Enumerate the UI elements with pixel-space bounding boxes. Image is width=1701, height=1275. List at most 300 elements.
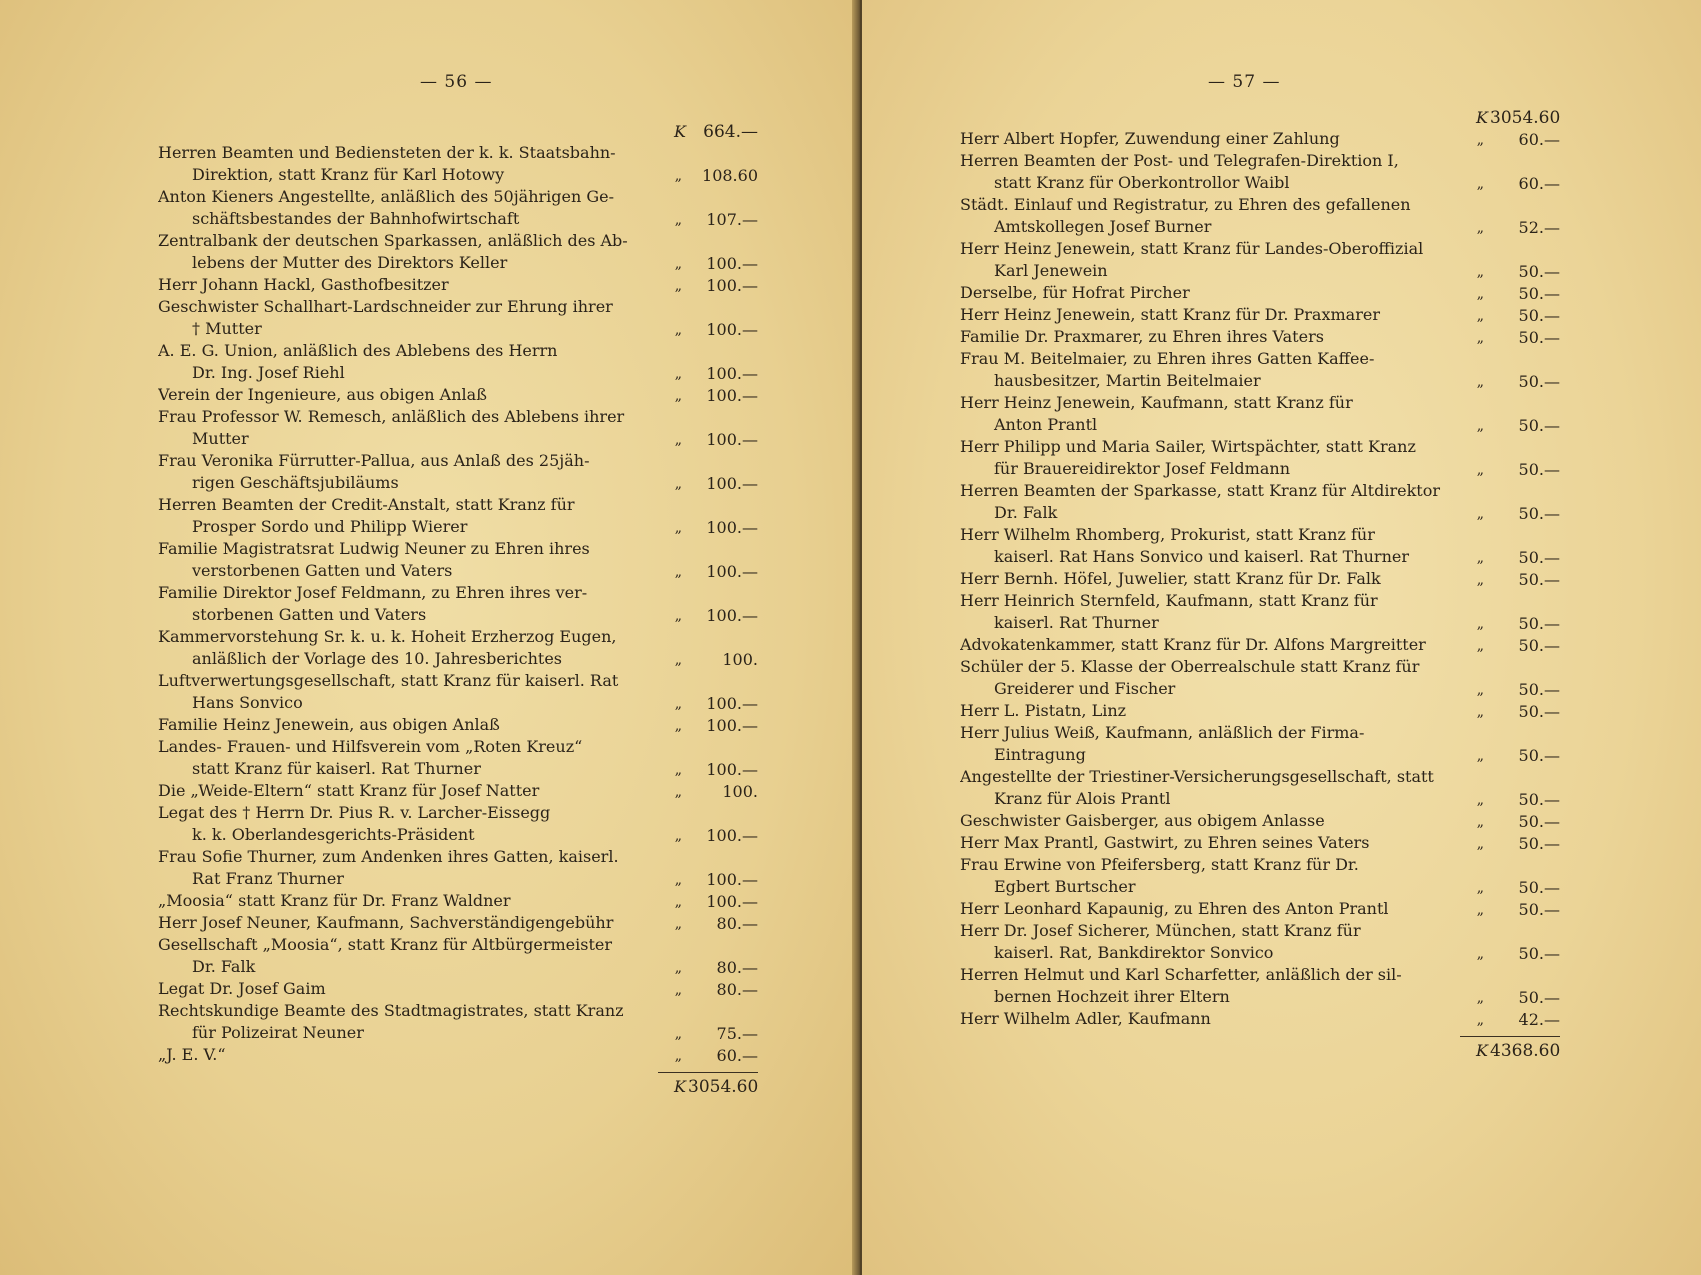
donor-text-line: Herren Beamten der Credit-Anstalt, statt Kranz für bbox=[158, 495, 575, 514]
donation-entry bbox=[158, 890, 758, 912]
donation-amount: 50.— bbox=[1518, 416, 1560, 435]
donation-entry bbox=[960, 524, 1560, 568]
donor-description bbox=[158, 274, 758, 296]
donor-text-line: Herr Wilhelm Adler, Kaufmann bbox=[960, 1009, 1211, 1028]
donation-entry bbox=[158, 450, 758, 494]
donor-text-line: Hans Sonvico bbox=[192, 693, 303, 712]
donor-description bbox=[158, 406, 758, 450]
donor-text-line: Anton Kieners Angestellte, anläßlich des 50jährigen Ge- bbox=[158, 187, 615, 206]
donation-entry bbox=[960, 810, 1560, 832]
donation-entry bbox=[158, 1000, 758, 1044]
donor-description bbox=[960, 150, 1560, 194]
donor-description bbox=[158, 142, 758, 186]
donor-description bbox=[158, 296, 758, 340]
donor-text-line: Herr Dr. Josef Sicherer, München, statt Kranz für bbox=[960, 921, 1361, 940]
donor-description bbox=[960, 480, 1560, 524]
donation-entry bbox=[960, 590, 1560, 634]
donation-entry bbox=[960, 150, 1560, 194]
ditto-mark: „ bbox=[1476, 374, 1484, 390]
donation-amount: 50.— bbox=[1518, 570, 1560, 589]
donation-amount: 50.— bbox=[1518, 372, 1560, 391]
donor-description bbox=[960, 898, 1560, 920]
donor-description bbox=[158, 934, 758, 978]
ditto-mark: „ bbox=[1476, 682, 1484, 698]
carried-over-amount: 3054.60 bbox=[1490, 108, 1561, 128]
donation-amount: 50.— bbox=[1518, 812, 1560, 831]
donation-amount: 60.— bbox=[1518, 174, 1560, 193]
donor-text-line: Kammervorstehung Sr. k. u. k. Hoheit Erzherzog Eugen, bbox=[158, 627, 617, 646]
donor-text-line: hausbesitzer, Martin Beitelmaier bbox=[994, 371, 1261, 390]
donation-entry bbox=[158, 494, 758, 538]
donor-text-line: Die „Weide-Eltern“ statt Kranz für Josef Natter bbox=[158, 781, 540, 800]
donation-entry bbox=[158, 384, 758, 406]
donor-text-line: „Moosia“ statt Kranz für Dr. Franz Waldner bbox=[158, 891, 511, 910]
donation-entry bbox=[158, 186, 758, 230]
donor-text-line: „J. E. V.“ bbox=[158, 1045, 226, 1064]
donor-description bbox=[960, 524, 1560, 568]
donor-text-line: Herr Bernh. Höfel, Juwelier, statt Kranz für Dr. Falk bbox=[960, 569, 1381, 588]
currency-symbol: K bbox=[1476, 108, 1488, 127]
donor-text-line: Herr Heinz Jenewein, Kaufmann, statt Kranz für bbox=[960, 393, 1353, 412]
ditto-mark: „ bbox=[674, 608, 682, 624]
donation-entry bbox=[158, 736, 758, 780]
ditto-mark: „ bbox=[674, 366, 682, 382]
donor-text-line: Gesellschaft „Moosia“, statt Kranz für Altbürgermeister bbox=[158, 935, 612, 954]
donation-entry bbox=[158, 142, 758, 186]
donor-text-line: Herr Heinrich Sternfeld, Kaufmann, statt Kranz für bbox=[960, 591, 1378, 610]
donor-description bbox=[158, 538, 758, 582]
donor-description bbox=[960, 238, 1560, 282]
page-number: — 57 — bbox=[1208, 72, 1281, 92]
donor-text-line: Herr Heinz Jenewein, statt Kranz für Landes-Oberoffizial bbox=[960, 239, 1424, 258]
donation-list-column bbox=[960, 104, 1560, 1063]
donor-description bbox=[158, 736, 758, 780]
donor-text-line: statt Kranz für kaiserl. Rat Thurner bbox=[192, 759, 481, 778]
donation-amount: 100.— bbox=[706, 254, 758, 273]
ditto-mark: „ bbox=[1476, 132, 1484, 148]
donor-text-line: lebens der Mutter des Direktors Keller bbox=[192, 253, 508, 272]
donor-description bbox=[960, 810, 1560, 832]
donor-text-line: Eintragung bbox=[994, 745, 1086, 764]
donor-text-line: schäftsbestandes der Bahnhofwirtschaft bbox=[192, 209, 520, 228]
donation-entry bbox=[960, 304, 1560, 326]
ditto-mark: „ bbox=[1476, 572, 1484, 588]
donor-text-line: Direktion, statt Kranz für Karl Hotowy bbox=[192, 165, 505, 184]
donor-description bbox=[960, 304, 1560, 326]
donor-text-line: Familie Heinz Jenewein, aus obigen Anlaß bbox=[158, 715, 500, 734]
donor-text-line: A. E. G. Union, anläßlich des Ablebens des Herrn bbox=[158, 341, 558, 360]
donor-text-line: Familie Magistratsrat Ludwig Neuner zu Ehren ihres bbox=[158, 539, 590, 558]
donor-description bbox=[960, 964, 1560, 1008]
donation-amount: 100.— bbox=[706, 716, 758, 735]
donation-entry bbox=[960, 920, 1560, 964]
ditto-mark: „ bbox=[1476, 880, 1484, 896]
donation-amount: 50.— bbox=[1518, 614, 1560, 633]
donor-text-line: verstorbenen Gatten und Vaters bbox=[192, 561, 453, 580]
donation-amount: 60.— bbox=[716, 1046, 758, 1065]
donation-amount: 100.— bbox=[706, 826, 758, 845]
donor-description bbox=[158, 846, 758, 890]
donor-description bbox=[960, 194, 1560, 238]
donor-text-line: Herr Johann Hackl, Gasthofbesitzer bbox=[158, 275, 449, 294]
donor-text-line: † Mutter bbox=[192, 319, 262, 338]
ditto-mark: „ bbox=[1476, 308, 1484, 324]
donor-text-line: Verein der Ingenieure, aus obigen Anlaß bbox=[158, 385, 487, 404]
donor-text-line: Herr L. Pistatn, Linz bbox=[960, 701, 1127, 720]
donor-text-line: für Polizeirat Neuner bbox=[192, 1023, 364, 1042]
donation-amount: 50.— bbox=[1518, 944, 1560, 963]
donation-entry bbox=[158, 274, 758, 296]
donor-text-line: Herr Julius Weiß, Kaufmann, anläßlich der Firma- bbox=[960, 723, 1365, 742]
ditto-mark: „ bbox=[1476, 748, 1484, 764]
donation-amount: 75.— bbox=[716, 1024, 758, 1043]
ditto-mark: „ bbox=[1476, 418, 1484, 434]
donor-text-line: Städt. Einlauf und Registratur, zu Ehren des gefallenen bbox=[960, 195, 1411, 214]
donation-entry bbox=[158, 714, 758, 736]
donation-entry bbox=[960, 392, 1560, 436]
donor-text-line: Luftverwertungsgesellschaft, statt Kranz für kaiserl. Rat bbox=[158, 671, 619, 690]
donor-description bbox=[158, 890, 758, 912]
donation-amount: 50.— bbox=[1518, 790, 1560, 809]
donor-text-line: Geschwister Gaisberger, aus obigem Anlasse bbox=[960, 811, 1325, 830]
donor-description bbox=[960, 1008, 1560, 1030]
donation-entry bbox=[158, 912, 758, 934]
donation-amount: 50.— bbox=[1518, 460, 1560, 479]
donor-text-line: Advokatenkammer, statt Kranz für Dr. Alfons Margreitter bbox=[960, 635, 1426, 654]
donation-amount: 100.— bbox=[706, 870, 758, 889]
donation-amount: 100. bbox=[722, 650, 758, 669]
page-number: — 56 — bbox=[420, 72, 493, 92]
donor-description bbox=[960, 722, 1560, 766]
donation-amount: 100.— bbox=[706, 320, 758, 339]
donor-text-line: kaiserl. Rat Hans Sonvico und kaiserl. Rat Thurner bbox=[994, 547, 1409, 566]
ditto-mark: „ bbox=[674, 564, 682, 580]
donation-amount: 100.— bbox=[706, 892, 758, 911]
donation-amount: 50.— bbox=[1518, 262, 1560, 281]
donation-amount: 108.60 bbox=[702, 166, 758, 185]
donation-entry bbox=[960, 436, 1560, 480]
donor-description bbox=[960, 128, 1560, 150]
donor-text-line: Derselbe, für Hofrat Pircher bbox=[960, 283, 1190, 302]
donation-entry bbox=[960, 898, 1560, 920]
donation-entry bbox=[960, 656, 1560, 700]
page-total-row bbox=[158, 1073, 758, 1099]
page-total-amount: 4368.60 bbox=[1490, 1041, 1561, 1061]
donor-description bbox=[158, 1000, 758, 1044]
donor-text-line: Schüler der 5. Klasse der Oberrealschule statt Kranz für bbox=[960, 657, 1420, 676]
ditto-mark: „ bbox=[674, 718, 682, 734]
donation-entry bbox=[960, 128, 1560, 150]
donation-amount: 80.— bbox=[716, 914, 758, 933]
right-page bbox=[862, 0, 1701, 1275]
donation-amount: 50.— bbox=[1518, 746, 1560, 765]
donor-text-line: Rat Franz Thurner bbox=[192, 869, 344, 888]
donor-description bbox=[960, 634, 1560, 656]
donor-description bbox=[158, 450, 758, 494]
ditto-mark: „ bbox=[1476, 946, 1484, 962]
donation-entry bbox=[158, 406, 758, 450]
donor-description bbox=[158, 494, 758, 538]
ditto-mark: „ bbox=[1476, 550, 1484, 566]
donor-description bbox=[158, 714, 758, 736]
ditto-mark: „ bbox=[674, 894, 682, 910]
donation-amount: 107.— bbox=[706, 210, 758, 229]
donation-amount: 100. bbox=[722, 782, 758, 801]
donation-entry bbox=[960, 964, 1560, 1008]
donor-text-line: Herren Beamten der Sparkasse, statt Kranz für Altdirektor bbox=[960, 481, 1440, 500]
donation-entry bbox=[158, 670, 758, 714]
donor-text-line: Frau Erwine von Pfeifersberg, statt Kranz für Dr. bbox=[960, 855, 1359, 874]
ditto-mark: „ bbox=[674, 696, 682, 712]
donation-entry bbox=[158, 802, 758, 846]
ditto-mark: „ bbox=[674, 828, 682, 844]
donation-entry bbox=[960, 326, 1560, 348]
donor-text-line: Dr. Falk bbox=[994, 503, 1058, 522]
donation-entry bbox=[960, 480, 1560, 524]
donor-description bbox=[960, 568, 1560, 590]
donor-text-line: Legat Dr. Josef Gaim bbox=[158, 979, 326, 998]
donor-text-line: rigen Geschäftsjubiläums bbox=[192, 473, 399, 492]
donation-amount: 50.— bbox=[1518, 636, 1560, 655]
donor-text-line: Dr. Ing. Josef Riehl bbox=[192, 363, 345, 382]
ditto-mark: „ bbox=[1476, 814, 1484, 830]
ditto-mark: „ bbox=[674, 1026, 682, 1042]
ditto-mark: „ bbox=[1476, 792, 1484, 808]
donation-amount: 50.— bbox=[1518, 284, 1560, 303]
donor-description bbox=[158, 582, 758, 626]
donor-description bbox=[158, 780, 758, 802]
donor-description bbox=[158, 912, 758, 934]
donor-text-line: storbenen Gatten und Vaters bbox=[192, 605, 427, 624]
ditto-mark: „ bbox=[674, 982, 682, 998]
ditto-mark: „ bbox=[1476, 902, 1484, 918]
donor-text-line: Herren Helmut und Karl Scharfetter, anläßlich der sil- bbox=[960, 965, 1402, 984]
donor-description bbox=[158, 186, 758, 230]
donation-entry bbox=[158, 1044, 758, 1066]
donor-description bbox=[960, 348, 1560, 392]
ditto-mark: „ bbox=[1476, 176, 1484, 192]
donor-description bbox=[158, 978, 758, 1000]
ditto-mark: „ bbox=[1476, 1012, 1484, 1028]
donation-amount: 42.— bbox=[1518, 1010, 1560, 1029]
donation-amount: 100.— bbox=[706, 474, 758, 493]
donor-text-line: Herr Max Prantl, Gastwirt, zu Ehren seines Vaters bbox=[960, 833, 1370, 852]
ditto-mark: „ bbox=[674, 762, 682, 778]
donor-text-line: Rechtskundige Beamte des Stadtmagistrates, statt Kranz bbox=[158, 1001, 624, 1020]
donor-text-line: Familie Dr. Praxmarer, zu Ehren ihres Vaters bbox=[960, 327, 1324, 346]
donor-text-line: Anton Prantl bbox=[994, 415, 1098, 434]
ditto-mark: „ bbox=[1476, 220, 1484, 236]
donor-description bbox=[158, 1044, 758, 1066]
donation-amount: 100.— bbox=[706, 364, 758, 383]
donation-entry bbox=[960, 634, 1560, 656]
donor-text-line: Amtskollegen Josef Burner bbox=[994, 217, 1212, 236]
donor-text-line: kaiserl. Rat Thurner bbox=[994, 613, 1159, 632]
donor-text-line: Herr Wilhelm Rhomberg, Prokurist, statt Kranz für bbox=[960, 525, 1375, 544]
donor-text-line: statt Kranz für Oberkontrollor Waibl bbox=[994, 173, 1290, 192]
donor-description bbox=[158, 230, 758, 274]
donor-text-line: Herren Beamten und Bediensteten der k. k. Staatsbahn- bbox=[158, 143, 616, 162]
ditto-mark: „ bbox=[674, 520, 682, 536]
donation-entry bbox=[960, 854, 1560, 898]
donor-text-line: Zentralbank der deutschen Sparkassen, anläßlich des Ab- bbox=[158, 231, 628, 250]
donation-entry bbox=[960, 282, 1560, 304]
donor-text-line: Geschwister Schallhart-Lardschneider zur Ehrung ihrer bbox=[158, 297, 613, 316]
ditto-mark: „ bbox=[674, 322, 682, 338]
donor-text-line: Landes- Frauen- und Hilfsverein vom „Roten Kreuz“ bbox=[158, 737, 583, 756]
donation-amount: 50.— bbox=[1518, 680, 1560, 699]
donor-text-line: Frau Professor W. Remesch, anläßlich des Ablebens ihrer bbox=[158, 407, 625, 426]
ditto-mark: „ bbox=[674, 278, 682, 294]
currency-symbol: K bbox=[674, 1077, 686, 1096]
donation-entry bbox=[960, 722, 1560, 766]
carried-over-row bbox=[158, 118, 758, 142]
donor-text-line: Herr Leonhard Kapaunig, zu Ehren des Anton Prantl bbox=[960, 899, 1389, 918]
donor-text-line: Angestellte der Triestiner-Versicherungsgesellschaft, statt bbox=[960, 767, 1434, 786]
donor-text-line: Prosper Sordo und Philipp Wierer bbox=[192, 517, 468, 536]
donation-entry bbox=[158, 626, 758, 670]
donation-amount: 100.— bbox=[706, 606, 758, 625]
donor-text-line: Dr. Falk bbox=[192, 957, 256, 976]
donor-description bbox=[960, 766, 1560, 810]
donor-text-line: Greiderer und Fischer bbox=[994, 679, 1176, 698]
donation-entry bbox=[158, 934, 758, 978]
page-total-row bbox=[960, 1037, 1560, 1063]
ditto-mark: „ bbox=[674, 916, 682, 932]
donation-entries bbox=[960, 128, 1560, 1030]
donor-description bbox=[960, 392, 1560, 436]
donation-amount: 100.— bbox=[706, 694, 758, 713]
ditto-mark: „ bbox=[1476, 286, 1484, 302]
donor-text-line: Frau M. Beitelmaier, zu Ehren ihres Gatten Kaffee- bbox=[960, 349, 1375, 368]
donation-entry bbox=[158, 296, 758, 340]
donor-description bbox=[158, 802, 758, 846]
donation-entry bbox=[960, 832, 1560, 854]
donation-amount: 50.— bbox=[1518, 702, 1560, 721]
donor-text-line: Familie Direktor Josef Feldmann, zu Ehren ihres ver- bbox=[158, 583, 588, 602]
currency-symbol: K bbox=[674, 122, 686, 141]
donation-amount: 100.— bbox=[706, 518, 758, 537]
donor-description bbox=[158, 626, 758, 670]
ditto-mark: „ bbox=[674, 1048, 682, 1064]
donation-entry bbox=[158, 538, 758, 582]
donation-amount: 100.— bbox=[706, 430, 758, 449]
donation-entry bbox=[158, 978, 758, 1000]
donor-text-line: Egbert Burtscher bbox=[994, 877, 1136, 896]
ditto-mark: „ bbox=[1476, 330, 1484, 346]
donor-description bbox=[960, 590, 1560, 634]
ditto-mark: „ bbox=[1476, 616, 1484, 632]
ditto-mark: „ bbox=[1476, 638, 1484, 654]
ditto-mark: „ bbox=[1476, 462, 1484, 478]
donation-amount: 60.— bbox=[1518, 130, 1560, 149]
donor-description bbox=[960, 920, 1560, 964]
donation-amount: 80.— bbox=[716, 980, 758, 999]
donation-amount: 50.— bbox=[1518, 504, 1560, 523]
donation-list-column bbox=[158, 118, 758, 1099]
ditto-mark: „ bbox=[674, 872, 682, 888]
donation-entry bbox=[158, 582, 758, 626]
donation-entry bbox=[960, 766, 1560, 810]
donor-text-line: Mutter bbox=[192, 429, 249, 448]
ditto-mark: „ bbox=[674, 168, 682, 184]
ditto-mark: „ bbox=[674, 212, 682, 228]
page-total-amount: 3054.60 bbox=[688, 1077, 759, 1097]
ditto-mark: „ bbox=[1476, 264, 1484, 280]
donation-amount: 100.— bbox=[706, 276, 758, 295]
donor-description bbox=[960, 656, 1560, 700]
donation-amount: 52.— bbox=[1518, 218, 1560, 237]
ditto-mark: „ bbox=[674, 256, 682, 272]
donor-text-line: Legat des † Herrn Dr. Pius R. v. Larcher-Eissegg bbox=[158, 803, 551, 822]
currency-symbol: K bbox=[1476, 1041, 1488, 1060]
donor-description bbox=[158, 384, 758, 406]
donation-entry bbox=[960, 568, 1560, 590]
donation-amount: 50.— bbox=[1518, 548, 1560, 567]
donation-amount: 50.— bbox=[1518, 988, 1560, 1007]
donation-amount: 100.— bbox=[706, 386, 758, 405]
ditto-mark: „ bbox=[674, 388, 682, 404]
donation-amount: 80.— bbox=[716, 958, 758, 977]
donor-text-line: Frau Veronika Fürrutter-Pallua, aus Anlaß des 25jäh- bbox=[158, 451, 590, 470]
donor-text-line: Herr Philipp und Maria Sailer, Wirtspächter, statt Kranz bbox=[960, 437, 1416, 456]
donor-description bbox=[960, 832, 1560, 854]
donation-amount: 50.— bbox=[1518, 328, 1560, 347]
donation-entry bbox=[960, 348, 1560, 392]
donation-entry bbox=[960, 238, 1560, 282]
ditto-mark: „ bbox=[1476, 506, 1484, 522]
donor-description bbox=[960, 326, 1560, 348]
ditto-mark: „ bbox=[1476, 704, 1484, 720]
donation-amount: 100.— bbox=[706, 562, 758, 581]
donor-text-line: Herr Josef Neuner, Kaufmann, Sachverständigengebühr bbox=[158, 913, 614, 932]
donor-text-line: bernen Hochzeit ihrer Eltern bbox=[994, 987, 1230, 1006]
donor-text-line: k. k. Oberlandesgerichts-Präsident bbox=[192, 825, 475, 844]
ditto-mark: „ bbox=[674, 960, 682, 976]
donation-entry bbox=[960, 700, 1560, 722]
donor-description bbox=[960, 436, 1560, 480]
donation-amount: 100.— bbox=[706, 760, 758, 779]
donation-amount: 50.— bbox=[1518, 834, 1560, 853]
ditto-mark: „ bbox=[674, 784, 682, 800]
ditto-mark: „ bbox=[674, 652, 682, 668]
donation-entry bbox=[158, 780, 758, 802]
donor-text-line: für Brauereidirektor Josef Feldmann bbox=[994, 459, 1290, 478]
donation-amount: 50.— bbox=[1518, 878, 1560, 897]
donor-text-line: Karl Jenewein bbox=[994, 261, 1108, 280]
donor-text-line: kaiserl. Rat, Bankdirektor Sonvico bbox=[994, 943, 1274, 962]
donor-description bbox=[960, 700, 1560, 722]
ditto-mark: „ bbox=[1476, 990, 1484, 1006]
donor-text-line: Herr Albert Hopfer, Zuwendung einer Zahlung bbox=[960, 129, 1340, 148]
ditto-mark: „ bbox=[674, 476, 682, 492]
donation-entry bbox=[960, 194, 1560, 238]
ditto-mark: „ bbox=[1476, 836, 1484, 852]
donor-text-line: Herren Beamten der Post- und Telegrafen-Direktion I, bbox=[960, 151, 1399, 170]
donation-entry bbox=[158, 846, 758, 890]
donor-description bbox=[960, 854, 1560, 898]
donation-amount: 50.— bbox=[1518, 306, 1560, 325]
donation-entry bbox=[158, 340, 758, 384]
donation-entry bbox=[158, 230, 758, 274]
donor-description bbox=[158, 340, 758, 384]
donor-text-line: anläßlich der Vorlage des 10. Jahresberichtes bbox=[192, 649, 563, 668]
donor-description bbox=[158, 670, 758, 714]
donor-text-line: Kranz für Alois Prantl bbox=[994, 789, 1171, 808]
ditto-mark: „ bbox=[674, 432, 682, 448]
donation-entries bbox=[158, 142, 758, 1066]
donation-amount: 50.— bbox=[1518, 900, 1560, 919]
